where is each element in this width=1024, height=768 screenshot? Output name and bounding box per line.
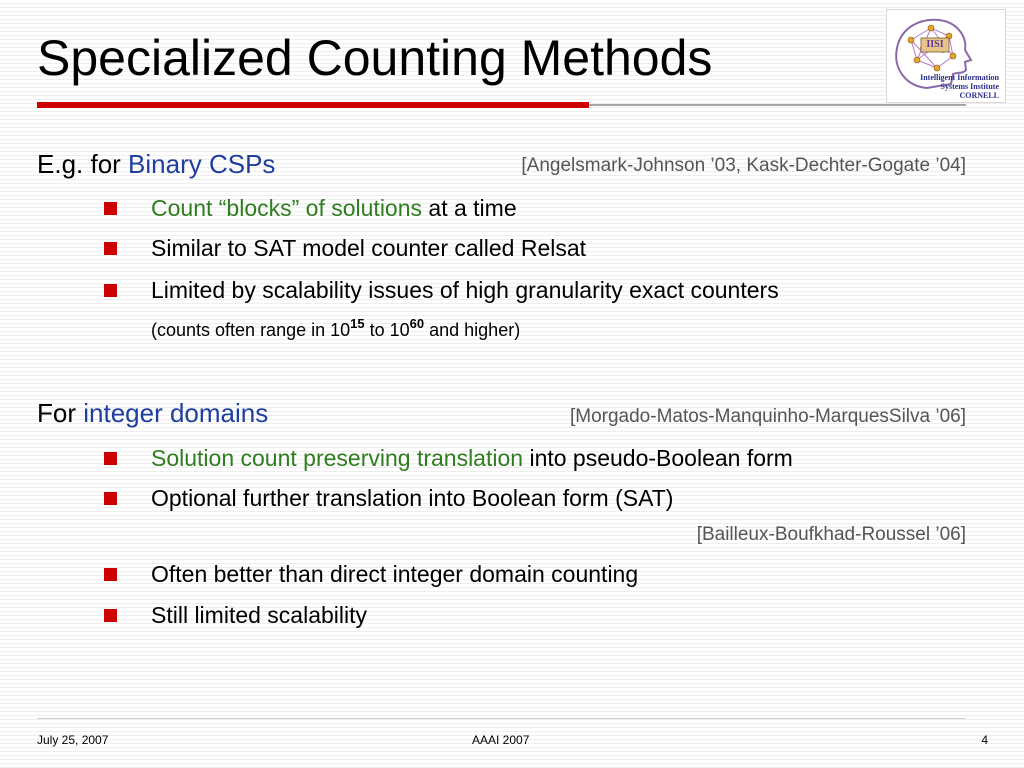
bullet-item: Often better than direct integer domain counting xyxy=(151,561,639,587)
note-exponent: 60 xyxy=(409,316,425,331)
bullet-item: Similar to SAT model counter called Relsat xyxy=(151,235,587,261)
section1-heading xyxy=(37,148,275,180)
bullet-marker xyxy=(104,242,117,255)
section2-topic: integer domains xyxy=(83,398,269,428)
logo-badge-text: IISI xyxy=(926,39,944,50)
footer-event: AAAI 2007 xyxy=(472,733,530,747)
section1-topic: Binary CSPs xyxy=(128,149,276,179)
note-text: to 10 xyxy=(364,320,410,340)
logo-text-line3: CORNELL xyxy=(959,91,999,100)
title-underline-accent xyxy=(37,102,589,108)
footer-date: July 25, 2007 xyxy=(37,733,109,747)
bullet-highlight: Solution count preserving translation xyxy=(151,445,524,471)
bullet-item: Still limited scalability xyxy=(151,602,368,628)
bullet-item xyxy=(151,443,793,473)
section2-heading xyxy=(37,397,268,429)
footer-page-number: 4 xyxy=(981,733,988,747)
bullet-item: Limited by scalability issues of high granularity exact counters xyxy=(151,277,779,303)
bullet-highlight: Count “blocks” of solutions xyxy=(151,195,423,221)
bullet-text: into pseudo-Boolean form xyxy=(523,445,793,471)
bullet-marker xyxy=(104,492,117,505)
bullet-marker xyxy=(104,568,117,581)
bullet-item xyxy=(151,193,517,223)
bullet-marker xyxy=(104,202,117,215)
section2-prefix: For xyxy=(37,398,84,428)
note-exponent: 15 xyxy=(350,316,365,331)
bullet-marker xyxy=(104,609,117,622)
note-text: (counts often range in 10 xyxy=(151,320,351,340)
logo-text-line1: Intelligent Information xyxy=(920,73,999,82)
bullet-marker xyxy=(104,284,117,297)
iisi-cornell-logo xyxy=(886,9,1006,103)
section1-citation: [Angelsmark-Johnson ’03, Kask-Dechter-Gogate ’04] xyxy=(521,155,966,176)
note-text: and higher) xyxy=(424,320,521,340)
logo-text-line2: Systems Institute xyxy=(940,82,999,91)
bullet-citation: [Bailleux-Boufkhad-Roussel ’06] xyxy=(696,524,966,545)
footer-divider xyxy=(37,718,966,719)
bullet-marker xyxy=(104,452,117,465)
section2-citation: [Morgado-Matos-Manquinho-MarquesSilva ’06] xyxy=(569,406,966,427)
title-underline-rule xyxy=(589,104,966,106)
section1-prefix: E.g. for xyxy=(37,149,129,179)
bullet-text: at a time xyxy=(422,195,517,221)
slide-title: Specialized Counting Methods xyxy=(37,30,713,86)
bullet-note xyxy=(151,315,520,345)
bullet-item: Optional further translation into Boolean form (SAT) xyxy=(151,485,674,511)
